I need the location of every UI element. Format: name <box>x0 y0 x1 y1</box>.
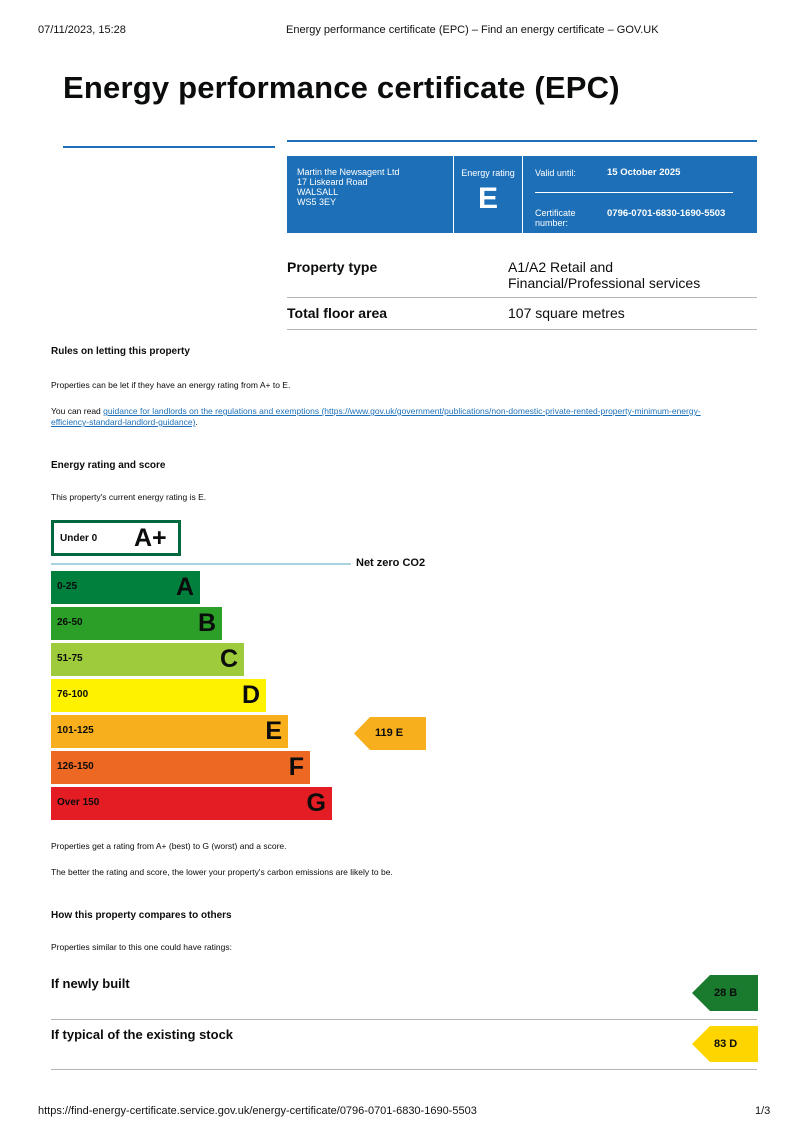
guidance-link[interactable] <box>51 406 701 427</box>
rating-heading: Energy rating and score <box>51 460 166 471</box>
band-letter: D <box>241 681 260 709</box>
page-title: Energy performance certificate (EPC) <box>63 70 620 105</box>
band-f <box>51 751 310 784</box>
rating-note-2: The better the rating and score, the lower your property's carbon emissions are likely to be. <box>51 867 393 877</box>
band-e <box>51 715 288 748</box>
band-letter: G <box>306 789 326 817</box>
address-line: WALSALL <box>297 187 339 197</box>
typical-stock-marker-text: 83 D <box>714 1038 738 1050</box>
address-line: 17 Liskeard Road <box>297 177 368 187</box>
rating-note-1: Properties get a rating from A+ (best) to G (worst) and a score. <box>51 841 287 851</box>
band-b <box>51 607 222 640</box>
property-type-value-line2: Financial/Professional services <box>508 275 701 291</box>
print-datetime: 07/11/2023, 15:28 <box>38 24 126 36</box>
aplus-letter: A+ <box>134 524 167 552</box>
current-rating-marker-text: 119 E <box>375 727 404 739</box>
newly-built-marker <box>692 975 758 1011</box>
band-range: 51-75 <box>57 653 83 664</box>
band-c <box>51 643 244 676</box>
compare-heading: How this property compares to others <box>51 910 232 921</box>
guidance-suffix: . <box>195 417 198 427</box>
band-letter: E <box>265 717 282 745</box>
current-rating-text: This property's current energy rating is E. <box>51 492 207 502</box>
guidance-prefix: You can read <box>51 406 104 416</box>
guidance-link-part: guidance for landlords on the regulations and exemptions (https://www.gov.uk/government/publications/non-domestic-private-rented-property-minimum-energy- <box>103 406 701 416</box>
print-page-number: 1/3 <box>755 1105 771 1117</box>
row-divider <box>287 329 757 330</box>
right-rule <box>287 140 757 142</box>
cert-divider <box>522 156 523 233</box>
address-line: Martin the Newsagent Ltd <box>297 167 400 177</box>
cert-divider <box>535 192 733 193</box>
aplus-range: Under 0 <box>60 533 98 544</box>
print-page-title: Energy performance certificate (EPC) – Find an energy certificate – GOV.UK <box>286 24 659 36</box>
certificate-summary <box>287 156 757 233</box>
band-d <box>51 679 266 712</box>
band-letter: B <box>197 609 216 637</box>
band-range: 76-100 <box>57 689 89 700</box>
address <box>297 167 447 207</box>
rules-text: Properties can be let if they have an energy rating from A+ to E. <box>51 380 291 390</box>
floor-area-label: Total floor area <box>287 305 388 321</box>
net-zero-label: Net zero CO2 <box>356 557 426 569</box>
left-rule <box>63 146 275 148</box>
certificate-number: 0796-0701-6830-1690-5503 <box>607 208 726 219</box>
compare-label-newly-built: If newly built <box>51 976 130 991</box>
address-line: WS5 3EY <box>297 197 337 207</box>
rules-heading: Rules on letting this property <box>51 346 190 357</box>
guidance-link-part: efficiency-standard-landlord-guidance) <box>51 417 196 427</box>
band-letter: C <box>219 645 238 673</box>
print-url: https://find-energy-certificate.service.gov.uk/energy-certificate/0796-0701-6830-1690-5503 <box>38 1105 477 1117</box>
band-range: 101-125 <box>57 725 94 736</box>
band-a <box>51 571 200 604</box>
band-letter: A <box>175 573 194 601</box>
newly-built-marker-text: 28 B <box>714 987 738 999</box>
band-range: 126-150 <box>57 761 94 772</box>
band-range: Over 150 <box>57 797 100 808</box>
band-g <box>51 787 332 820</box>
floor-area-value: 107 square metres <box>508 305 625 321</box>
row-divider <box>287 297 757 298</box>
typical-stock-marker <box>692 1026 758 1062</box>
band-letter: F <box>288 753 304 781</box>
compare-label-typical-stock: If typical of the existing stock <box>51 1027 234 1042</box>
band-range: 26-50 <box>57 617 83 628</box>
compare-intro: Properties similar to this one could have ratings: <box>51 942 232 952</box>
row-divider <box>51 1069 757 1070</box>
aplus-band <box>51 520 181 556</box>
band-range: 0-25 <box>57 581 78 592</box>
net-zero-line <box>51 563 351 565</box>
row-divider <box>51 1019 757 1020</box>
property-type-label: Property type <box>287 259 378 275</box>
rules-guidance <box>51 406 751 428</box>
energy-rating-letter: E <box>477 182 498 215</box>
property-type-value-line1: A1/A2 Retail and <box>508 259 614 275</box>
valid-until-label: Valid until: <box>535 168 576 178</box>
valid-until-date: 15 October 2025 <box>607 167 681 178</box>
certificate-number-label: Certificate number: <box>535 208 576 228</box>
current-rating-marker <box>354 717 426 750</box>
energy-rating-label: Energy rating <box>461 168 515 178</box>
